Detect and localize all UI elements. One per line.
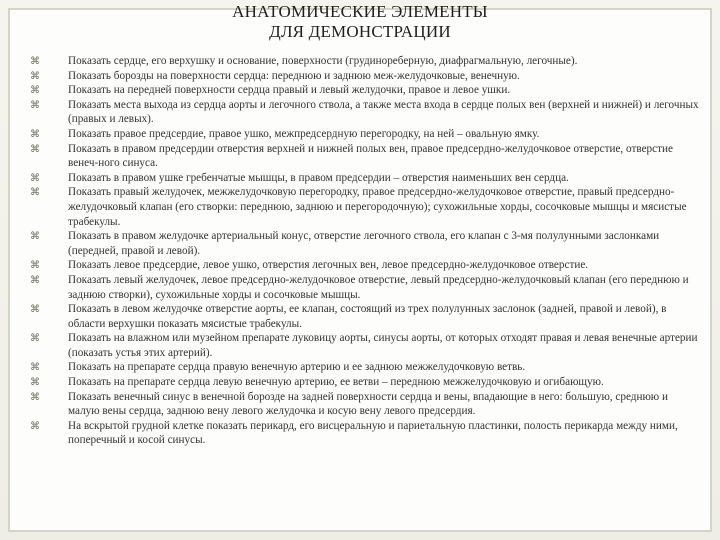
- list-item-text: Показать венечный синус в венечной борозде на задней поверхности сердца и вены, впадающие в него: большую, среднюю и малую вены сердца, заднюю вену левого желудочка и косую вену левого предсердия.: [68, 390, 668, 418]
- x-bullet-icon: ⌘: [30, 377, 40, 389]
- list-item: [28, 331, 702, 360]
- list-item-text: Показать в правом предсердии отверстия верхней и нижней полых вен, правое предсердно-желудочковое отверстие, отверстие венеч-ного синуса.: [68, 142, 673, 170]
- x-bullet-icon: ⌘: [30, 56, 40, 67]
- list-item: [28, 258, 702, 273]
- x-bullet-icon: ⌘: [30, 260, 40, 272]
- x-bullet-icon: ⌘: [30, 274, 40, 286]
- x-bullet-icon: ⌘: [30, 231, 40, 243]
- x-bullet-icon: ⌘: [30, 70, 40, 82]
- x-bullet-icon: ⌘: [30, 172, 40, 184]
- list-item-text: Показать на препарате сердца левую венечную артерию, ее ветви – переднюю межжелудочковую и огибающую.: [68, 376, 604, 389]
- list-item: [28, 171, 702, 186]
- x-bullet-icon: ⌘: [30, 85, 40, 97]
- list-item-text: Показать в левом желудочке отверстие аорты, ее клапан, состоящий из трех полулунных заслонок (задней, правой и левой), в области верхушки показать мясистые трабекулы.: [68, 303, 667, 330]
- list-item: [28, 302, 702, 331]
- list-item: [28, 390, 702, 419]
- x-bullet-icon: ⌘: [30, 391, 40, 403]
- list-item: [28, 98, 702, 127]
- list-item-text: На вскрытой грудной клетке показать перикард, его висцеральную и париетальную пластинки, полость перикарда между ними, поперечный и косой синусы.: [68, 419, 678, 447]
- list-item: [28, 83, 702, 98]
- list-item: [28, 360, 702, 375]
- list-item-text: Показать сердце, его верхушку и основание, поверхности (грудинореберную, диафрагмальную, легочные).: [68, 55, 578, 67]
- x-bullet-icon: ⌘: [30, 304, 40, 316]
- list-item: [28, 69, 702, 84]
- x-bullet-icon: ⌘: [30, 99, 40, 111]
- list-item-text: Показать в правом ушке гребенчатые мышцы, в правом предсердии – отверстия наименьших вен сердца.: [68, 171, 569, 184]
- list-item: [28, 185, 702, 229]
- demonstration-list: [28, 54, 702, 448]
- x-bullet-icon: ⌘: [30, 128, 40, 140]
- x-bullet-icon: ⌘: [30, 187, 40, 199]
- list-item: [28, 273, 702, 302]
- list-item-text: Показать на передней поверхности сердца правый и левый желудочки, правое и левое ушки.: [68, 84, 511, 97]
- title-line-1: АНАТОМИЧЕСКИЕ ЭЛЕМЕНТЫ: [232, 2, 488, 21]
- x-bullet-icon: ⌘: [30, 362, 40, 374]
- x-bullet-icon: ⌘: [30, 143, 40, 155]
- x-bullet-icon: ⌘: [30, 333, 40, 345]
- list-item: [28, 142, 702, 171]
- list-item-text: Показать левый желудочек, левое предсердно-желудочковое отверстие, левый предсердно-желудочковый клапан (его переднюю и заднюю створки), сухожильные хорды и сосочковые мышцы.: [68, 273, 689, 301]
- list-item-text: Показать места выхода из сердца аорты и легочного ствола, а также места входа в сердце полых вен (верхней и нижней) и легочных (правых и левых).: [68, 98, 699, 126]
- list-item: [28, 419, 702, 448]
- list-item-text: Показать в правом желудочке артериальный конус, отверстие легочного ствола, его клапан с 3-мя полулунными заслонками (передней, правой и левой).: [68, 230, 660, 257]
- title-line-2: ДЛЯ ДЕМОНСТРАЦИИ: [269, 22, 451, 41]
- list-item-text: Показать правое предсердие, правое ушко, межпредсердную перегородку, на ней – овальную ямку.: [68, 127, 540, 140]
- list-item: [28, 229, 702, 258]
- list-item: [28, 54, 702, 69]
- list-item-text: Показать левое предсердие, левое ушко, отверстия легочных вен, левое предсердно-желудочковое отверстие.: [68, 259, 589, 272]
- list-item-text: Показать на препарате сердца правую венечную артерию и ее заднюю межжелудочковую ветвь.: [68, 361, 526, 374]
- slide-title: [0, 2, 720, 42]
- list-item: [28, 375, 702, 390]
- list-item-text: Показать борозды на поверхности сердца: переднюю и заднюю меж-желудочковые, венечную.: [68, 69, 520, 82]
- x-bullet-icon: ⌘: [30, 420, 40, 432]
- list-item-text: Показать на влажном или музейном препарате луковицу аорты, синусы аорты, от которых отходят правая и левая венечные артерии (показать устья этих артерий).: [68, 332, 698, 359]
- list-item: [28, 127, 702, 142]
- list-item-text: Показать правый желудочек, межжелудочковую перегородку, правое предсердно-желудочковое отверстие, правый предсердно-желудочковый клапан (его створки: переднюю, заднюю и перегородочную); сухожильные хорды, сосочковые мышцы и мясистые трабекулы.: [68, 186, 687, 228]
